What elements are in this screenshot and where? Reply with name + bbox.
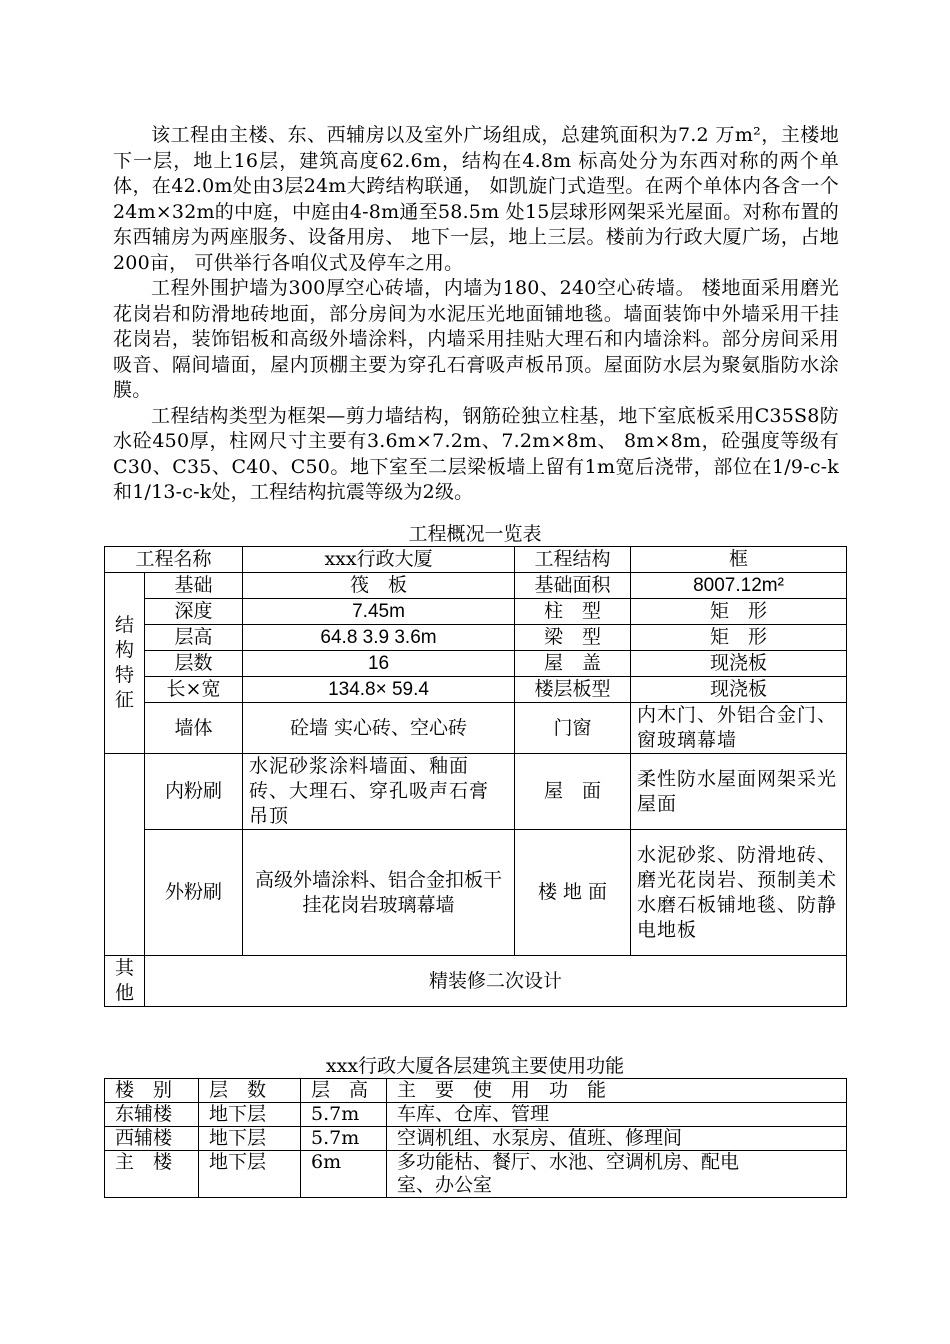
functions-table (104, 1078, 847, 1198)
roof-value: 柔性防水屋面网架采光屋面 (631, 754, 847, 830)
overview-caption: 工程概况一览表 (408, 523, 542, 545)
row-label: 屋 盖 (515, 651, 631, 677)
table-cell: 东辅楼 (105, 1103, 199, 1127)
row-value: 8007.12m² (631, 573, 847, 599)
row-label: 梁 型 (515, 625, 631, 651)
row-label: 基础 (145, 573, 243, 599)
row-value: 砼墙 实心砖、空心砖 (243, 703, 515, 754)
table-cell: 5.7m (301, 1127, 387, 1151)
outer-plaster-value: 高级外墙涂料、铝合金扣板干挂花岗岩玻璃幕墙 (243, 830, 515, 956)
row-value: 64.8 3.9 3.6m (243, 625, 515, 651)
row-value: 16 (243, 651, 515, 677)
project-name-label: 工程名称 (105, 547, 243, 573)
header-floors: 层 数 (199, 1079, 301, 1103)
outer-plaster-label: 外粉刷 (145, 830, 243, 956)
row-label: 长×宽 (145, 677, 243, 703)
table-cell: 6m (301, 1151, 387, 1198)
table-cell: 主 楼 (105, 1151, 199, 1198)
functions-caption: xxx行政大厦各层建筑主要使用功能 (325, 1055, 625, 1077)
table-cell: 地下层 (199, 1103, 301, 1127)
table-cell: 5.7m (301, 1103, 387, 1127)
structure-value: 框 (631, 547, 847, 573)
intro-paragraph-1: 该工程由主楼、东、西辅房以及室外广场组成，总建筑面积为7.2 万m²，主楼地下一层，地上16层，建筑高度62.6m，结构在4.8m 标高处分为东西对称的两个单体，在42.0m处由3层24m大跨结构联通， 如凯旋门式造型。在两个单体内各含一个24m×32m的中庭，中庭由4-8m通至58.5m 处15层球形网架采光屋面。对称布置的东西辅房为两座服务、设备用房、 地下一层，地上三层。楼前为行政大厦广场，占地200亩， 可供举行各咱仪式及停车之用。 (113, 124, 839, 274)
row-value: 矩 形 (631, 599, 847, 625)
row-label: 层数 (145, 651, 243, 677)
intro-text (113, 123, 839, 506)
row-label: 门窗 (515, 703, 631, 754)
table-cell: 多功能枯、餐厅、水池、空调机房、配电室、办公室 (387, 1151, 847, 1198)
row-label: 层高 (145, 625, 243, 651)
table-cell: 车库、仓库、管理 (387, 1103, 847, 1127)
header-height: 层 高 (301, 1079, 387, 1103)
row-label: 基础面积 (515, 573, 631, 599)
overview-table (104, 546, 847, 1007)
row-value: 内木门、外铝合金门、窗玻璃幕墙 (631, 703, 847, 754)
table-cell: 地下层 (199, 1151, 301, 1198)
intro-paragraph-3: 工程结构类型为框架—剪力墙结构，钢筋砼独立柱基，地下室底板采用C35S8防水砼450厚，柱网尺寸主要有3.6m×7.2m、7.2m×8m、 8m×8m，砼强度等级有C30、C35、C40、C50。地下室至二层梁板墙上留有1m宽后浇带，部位在1/9-c-k和1/13-c-k处，工程结构抗震等级为2级。 (113, 404, 839, 503)
table-cell: 空调机组、水泵房、值班、修理间 (387, 1127, 847, 1151)
structure-feature-label: 结构特征 (105, 573, 145, 754)
row-value: 筏 板 (243, 573, 515, 599)
row-value: 矩 形 (631, 625, 847, 651)
row-label: 墙体 (145, 703, 243, 754)
finish-group-blank (105, 754, 145, 956)
inner-plaster-label: 内粉刷 (145, 754, 243, 830)
header-function: 主 要 使 用 功 能 (387, 1079, 847, 1103)
other-value: 精装修二次设计 (145, 956, 847, 1007)
row-value: 134.8× 59.4 (243, 677, 515, 703)
intro-paragraph-2: 工程外围护墙为300厚空心砖墙，内墙为180、240空心砖墙。 楼地面采用磨光花岗岩和防滑地砖地面，部分房间为水泥压光地面铺地毯。墙面装饰中外墙采用干挂花岗岩，装饰铝板和高级外墙涂料，内墙采用挂贴大理石和内墙涂料。部分房间采用吸音、隔间墙面，屋内顶棚主要为穿孔石膏吸声板吊顶。屋面防水层为聚氨脂防水涂膜。 (113, 277, 839, 401)
table-cell: 西辅楼 (105, 1127, 199, 1151)
structure-label: 工程结构 (515, 547, 631, 573)
row-value: 现浇板 (631, 677, 847, 703)
row-label: 楼层板型 (515, 677, 631, 703)
floor-label: 楼 地 面 (515, 830, 631, 956)
inner-plaster-value: 水泥砂浆涂料墙面、釉面砖、大理石、穿孔吸声石膏吊顶 (243, 754, 515, 830)
roof-label: 屋 面 (515, 754, 631, 830)
row-label: 柱 型 (515, 599, 631, 625)
project-name-value: xxx行政大厦 (243, 547, 515, 573)
row-label: 深度 (145, 599, 243, 625)
other-label: 其他 (105, 956, 145, 1007)
row-value: 7.45m (243, 599, 515, 625)
header-building: 楼 别 (105, 1079, 199, 1103)
table-cell: 地下层 (199, 1127, 301, 1151)
row-value: 现浇板 (631, 651, 847, 677)
floor-value: 水泥砂浆、防滑地砖、磨光花岗岩、预制美术水磨石板铺地毯、防静电地板 (631, 830, 847, 956)
